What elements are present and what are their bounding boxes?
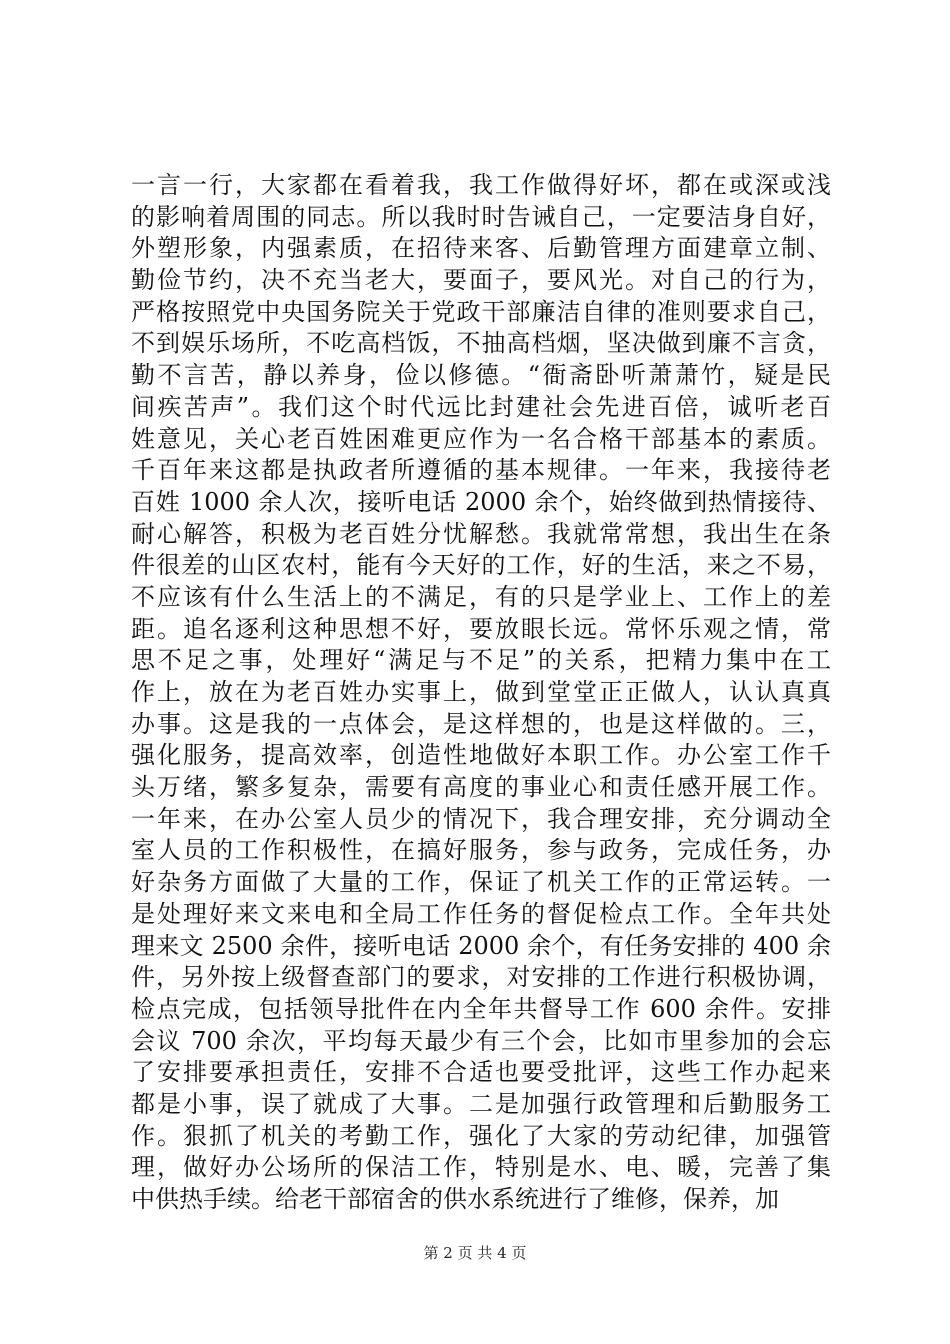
text-line: 思不足之事，处理好“满足与不足”的关系，把精力集中在工: [131, 646, 831, 675]
page-footer: [0, 1243, 950, 1263]
text-line: 距。追名逐利这种思想不好，要放眼长远。常怀乐观之情，常: [131, 614, 831, 643]
text-line: 理，做好办公场所的保洁工作，特别是水、电、暖，完善了集: [131, 1153, 831, 1182]
text-line: 百姓 1000 余人次，接听电话 2000 余个，始终做到热情接待、: [131, 487, 831, 516]
text-line: 都是小事，误了就成了大事。二是加强行政管理和后勤服务工: [131, 1089, 831, 1118]
text-line: 强化服务，提高效率，创造性地做好本职工作。办公室工作千: [131, 741, 831, 770]
text-line: 勤不言苦，静以养身，俭以修德。“衙斋卧听萧萧竹，疑是民: [131, 361, 831, 390]
text-line: 耐心解答，积极为老百姓分忧解愁。我就常常想，我出生在条: [131, 519, 831, 548]
text-line: 一言一行，大家都在看着我，我工作做得好坏，都在或深或浅: [131, 171, 831, 199]
text-line: 不到娱乐场所，不吃高档饭，不抽高档烟，坚决做到廉不言贪，: [131, 329, 831, 358]
text-line: 不应该有什么生活上的不满足，有的只是学业上、工作上的差: [131, 582, 831, 611]
text-line: 会议 700 余次，平均每天最少有三个会，比如市里参加的会忘: [131, 1026, 831, 1055]
text-line: 中供热手续。给老干部宿舍的供水系统进行了维修，保养，加: [131, 1185, 779, 1213]
text-line: 外塑形象，内强素质，在招待来客、后勤管理方面建章立制、: [131, 234, 831, 263]
text-line: 室人员的工作积极性，在搞好服务，参与政务，完成任务，办: [131, 836, 831, 865]
text-line: 件很差的山区农村，能有今天好的工作，好的生活，来之不易，: [131, 551, 831, 580]
text-line: 了安排要承担责任，安排不合适也要受批评，这些工作办起来: [131, 1058, 831, 1087]
text-line: 作上，放在为老百姓办实事上，做到堂堂正正做人，认认真真: [131, 678, 831, 706]
text-line: 是处理好来文来电和全局工作任务的督促检点工作。全年共处: [131, 899, 831, 928]
text-line: 姓意见，关心老百姓困难更应作为一名合格干部基本的素质。: [131, 424, 831, 453]
text-line: 作。狠抓了机关的考勤工作，强化了大家的劳动纪律，加强管: [131, 1121, 831, 1150]
text-line: 的影响着周围的同志。所以我时时告诫自己，一定要洁身自好，: [131, 202, 831, 231]
text-line: 间疾苦声”。我们这个时代远比封建社会先进百倍，诚听老百: [131, 392, 831, 421]
text-line: 检点完成，包括领导批件在内全年共督导工作 600 余件。安排: [131, 994, 831, 1023]
body-text: [131, 170, 831, 1216]
text-line: 勤俭节约，决不充当老大，要面子，要风光。对自己的行为，: [131, 266, 831, 295]
text-line: 好杂务方面做了大量的工作，保证了机关工作的正常运转。一: [131, 868, 831, 897]
text-line: 千百年来这都是执政者所遵循的基本规律。一年来，我接待老: [131, 456, 831, 485]
text-line: 件，另外按上级督查部门的要求，对安排的工作进行积极协调，: [131, 963, 831, 992]
text-line: 理来文 2500 余件，接听电话 2000 余个，有任务安排的 400 余: [131, 931, 831, 960]
text-line: 一年来，在办公室人员少的情况下，我合理安排，充分调动全: [131, 804, 831, 833]
text-line: 头万绪，繁多复杂，需要有高度的事业心和责任感开展工作。: [131, 773, 831, 802]
page-number-label: 第 2 页 共 4 页: [423, 1244, 527, 1262]
text-line: 办事。这是我的一点体会，是这样想的，也是这样做的。三，: [131, 709, 831, 738]
text-line: 严格按照党中央国务院关于党政干部廉洁自律的准则要求自己，: [131, 297, 831, 326]
